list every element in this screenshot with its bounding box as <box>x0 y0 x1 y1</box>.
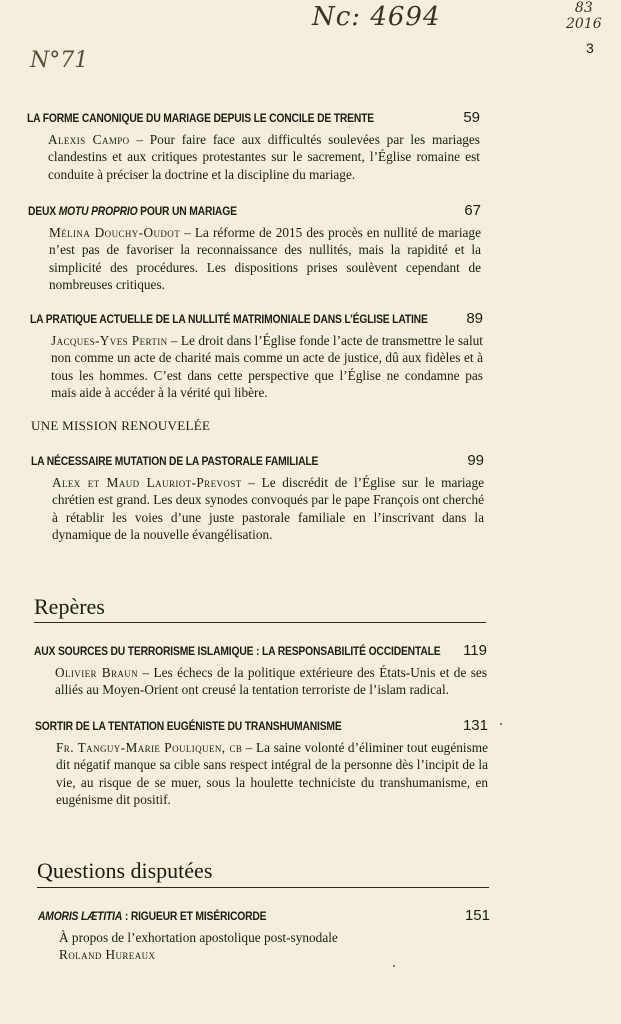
handwritten-catalog-number: Nc: 4694 <box>312 2 441 32</box>
entry-page-number: 151 <box>464 907 490 924</box>
entry-title: AUX SOURCES DU TERRORISME ISLAMIQUE : LA RESPONSABILITÉ OCCIDENTALE <box>34 644 441 658</box>
entry-abstract <box>59 946 490 963</box>
handwritten-issue-number: N°71 <box>30 48 89 73</box>
entry-title: LA PRATIQUE ACTUELLE DE LA NULLITÉ MATRIMONIALE DANS L’ÉGLISE LATINE <box>30 312 428 326</box>
entry-title: LA FORME CANONIQUE DU MARIAGE DEPUIS LE CONCILE DE TRENTE <box>27 111 375 125</box>
entry-page-number: 119 <box>463 642 487 659</box>
entry-abstract <box>55 664 487 699</box>
entry-title-italic: MOTU PROPRIO <box>58 204 138 218</box>
toc-entry <box>38 909 490 964</box>
handwritten-fraction <box>566 0 602 32</box>
entry-abstract <box>48 131 480 183</box>
handwritten-fraction-bottom: 2016 <box>566 16 602 32</box>
entry-title-part: POUR UN MARIAGE <box>137 204 237 218</box>
entry-abstract <box>51 332 483 401</box>
section-heading: Questions disputées <box>37 858 213 883</box>
entry-title-part: DEUX <box>28 204 59 218</box>
section-heading: Repères <box>34 594 105 619</box>
entry-abstract <box>52 474 484 543</box>
entry-subtitle: À propos de l’exhortation apostolique post-synodale <box>59 930 338 945</box>
entry-summary: – La réforme de 2015 des procès en nullité de mariage n’est pas de favoriser la reconnaissance des nullités, mais la rapidité et la simplicité des procédures. Les dispositions prises soulèvent cependant de nombreuses critiques. <box>49 225 481 292</box>
handwritten-fraction-top: 83 <box>574 0 593 16</box>
toc-entry <box>28 204 481 293</box>
entry-author: Alexis Campo <box>48 132 130 147</box>
toc-entry <box>31 454 484 543</box>
entry-author: Alex et Maud Lauriot-Prevost <box>52 475 242 490</box>
entry-author: Olivier Braun <box>55 665 139 680</box>
toc-entry <box>35 719 488 808</box>
entry-page-number: 99 <box>467 452 484 469</box>
entry-title-plain: UNE MISSION RENOUVELÉE <box>31 418 211 433</box>
toc-entry <box>34 644 487 699</box>
entry-summary: – Pour faire face aux difficultés soulevées par les mariages clandestins et aux critiques protestantes sur le sacrement, l’Église romaine est conduite à préciser la doctrine et la discipline du mariage. <box>48 132 480 182</box>
entry-abstract <box>49 224 481 293</box>
toc-entry <box>30 312 483 401</box>
section-divider <box>37 887 489 888</box>
entry-summary: – Les échecs de la politique extérieure des États-Unis et de ses alliés au Moyen-Orient ont creusé la tentation terroriste de l’islam radical. <box>55 665 487 698</box>
entry-author: Mélina Douchy-Oudot <box>49 225 181 240</box>
entry-page-number: 131 <box>462 717 488 734</box>
entry-title-italic: AMORIS LÆTITIA <box>38 909 123 923</box>
entry-page-number: 67 <box>464 202 481 219</box>
entry-abstract <box>56 739 488 808</box>
entry-author: Jacques-Yves Pertin <box>51 333 168 348</box>
entry-page-number: 59 <box>463 109 480 126</box>
section-divider <box>34 622 486 623</box>
stray-mark <box>393 965 395 967</box>
entry-title <box>38 909 266 923</box>
entry-author: Roland Hureaux <box>59 947 156 963</box>
stray-mark <box>500 723 502 725</box>
entry-title-part: : RIGUEUR ET MISÉRICORDE <box>122 909 267 923</box>
entry-author: Fr. Tanguy-Marie Pouliquen, cb <box>56 740 243 755</box>
page-number: 3 <box>586 40 594 56</box>
entry-summary: – Le discrédit de l’Église sur le mariage chrétien est grand. Les deux synodes convoqués par le pape François ont cherché à rétablir les voies d’une juste pastorale familiale en l’inscrivant dans la dynamique de la nouvelle évangélisation. <box>52 475 484 542</box>
entry-summary: – Le droit dans l’Église fonde l’acte de transmettre le salut non comme un acte de charité mais comme un acte de justice, dû aux fidèles et à tous les hommes. C’est dans cette perspective que l’Église ne condamne pas mais aide à accéder à la vérité qui libère. <box>51 333 483 400</box>
entry-title: SORTIR DE LA TENTATION EUGÉNISTE DU TRANSHUMANISME <box>35 719 342 733</box>
entry-title: LA NÉCESSAIRE MUTATION DE LA PASTORALE FAMILIALE <box>31 454 319 468</box>
entry-page-number: 89 <box>466 310 483 327</box>
entry-summary: – La saine volonté d’éliminer tout eugénisme dit négatif manque sa cible sans respect intégral de la personne dès l’incipit de la vie, au risque de se muer, sous la houlette techniciste du transhumanisme, en eugénisme dit positif. <box>56 740 488 807</box>
entry-title <box>28 204 237 218</box>
toc-entry <box>27 111 480 183</box>
